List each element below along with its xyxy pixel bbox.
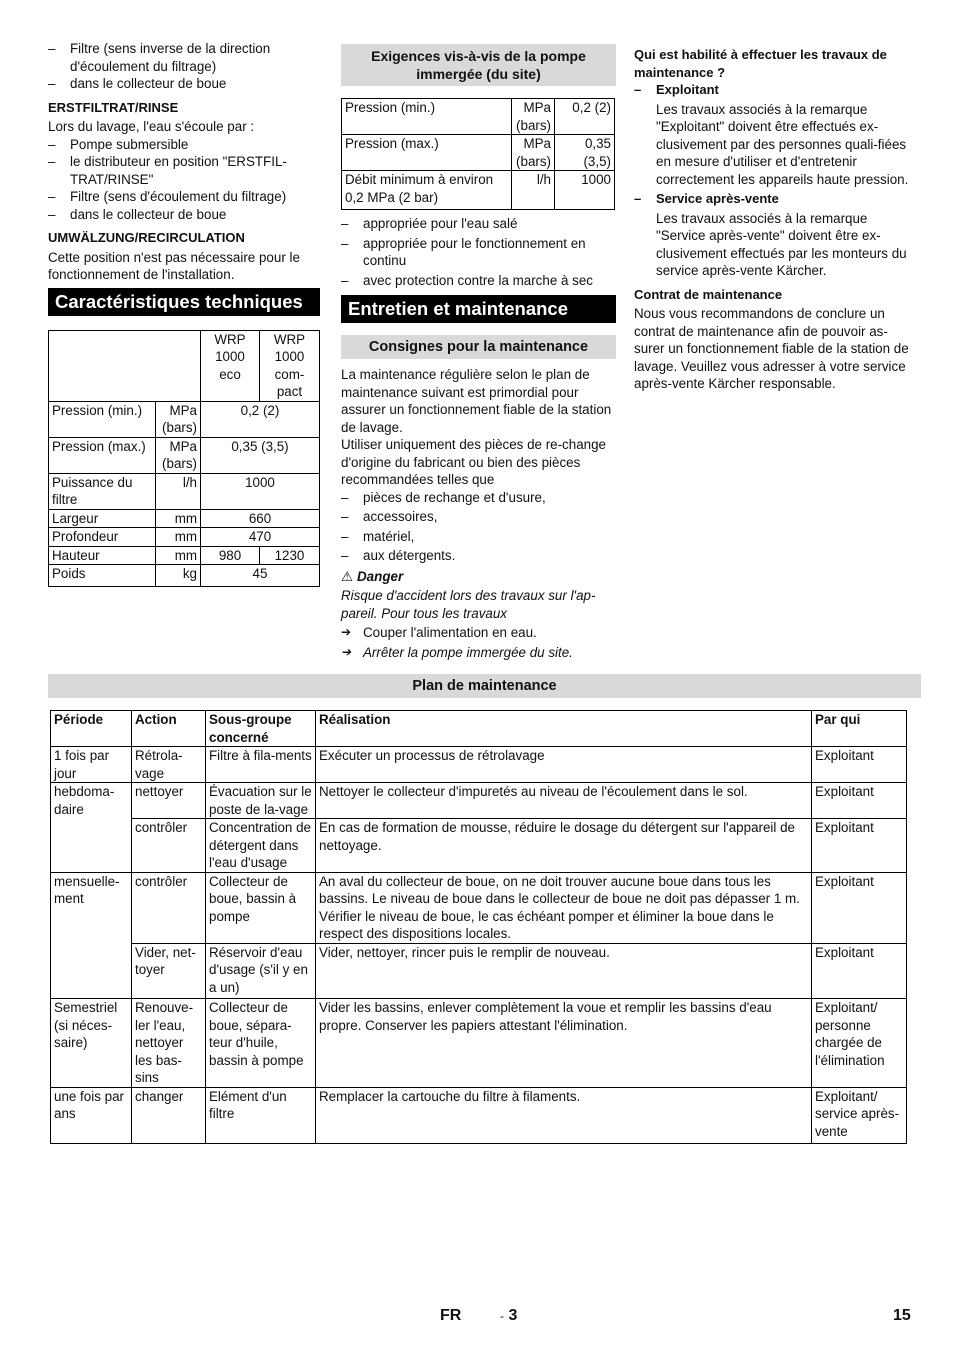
instruction: ➔ Couper l'alimentation en eau. <box>341 624 616 642</box>
footer-language: FR <box>440 1307 462 1324</box>
danger-heading: ⚠ Danger <box>341 568 404 584</box>
section-heading: Contrat de maintenance <box>634 286 783 302</box>
role-label: – Exploitant <box>634 81 910 99</box>
table-row: Vider, net-toyer Réservoir d'eau d'usage (s'il y en a un) Vider, nettoyer, rincer puis le remplir de nouveau. Exploitant <box>51 943 907 999</box>
list-item: – aux détergents. <box>341 547 616 565</box>
table-row: Pression (min.) MPa (bars) 0,2 (2) <box>49 401 320 437</box>
table-row: Profondeur mm 470 <box>49 528 320 547</box>
section-banner: Caractéristiques techniques <box>48 288 320 316</box>
section-heading: Consignes pour la maintenance <box>341 335 616 359</box>
page-number: 15 <box>893 1307 911 1324</box>
paragraph: Utiliser uniquement des pièces de re-change d'origine du fabricant ou bien des pièces recommandées telles que <box>341 437 606 487</box>
paragraph: Les travaux associés à la remarque "Service après-vente" doivent être ex-clusivement effectués par les monteurs du service après-vente Kärcher. <box>656 210 907 278</box>
list-item: – dans le collecteur de boue <box>48 206 320 224</box>
section-heading: UMWÄLZUNG/RECIRCULATION <box>48 230 245 245</box>
paragraph: Nous vous recommandons de conclure un contrat de maintenance afin de pouvoir as-surer un fonctionnement fiable de la station de lavage. Veuillez vous adresser à votre service après-vente Kärcher responsable. <box>634 306 909 391</box>
list-item: – Pompe submersible <box>48 136 320 154</box>
table-header: WRP 1000 eco <box>201 330 260 401</box>
table-row: contrôler Concentration de détergent dans l'eau d'usage En cas de formation de mousse, réduire le dosage du détergent sur l'appareil de nettoyage. Exploitant <box>51 819 907 873</box>
list-item: – matériel, <box>341 528 616 546</box>
list-item: – dans le collecteur de boue <box>48 75 320 93</box>
table-row: une fois par ans changer Elément d'un filtre Remplacer la cartouche du filtre à filaments. Exploitant/ service après-vente <box>51 1087 907 1144</box>
table-row: Pression (min.) MPa (bars) 0,2 (2) <box>342 99 615 135</box>
column-1 <box>48 40 320 587</box>
table-row: Poids kg 45 <box>49 565 320 587</box>
table-header-row: Période Action Sous-groupe concerné Réalisation Par qui <box>51 711 907 747</box>
danger-text: Risque d'accident lors des travaux sur l'ap-pareil. Pour tous les travaux <box>341 588 596 621</box>
list-item: – appropriée pour le fonctionnement en continu <box>341 235 616 270</box>
column-2 <box>341 44 616 661</box>
section-heading: ERSTFILTRAT/RINSE <box>48 99 179 115</box>
section-banner: Entretien et maintenance <box>341 295 616 323</box>
table-header: WRP 1000 com-pact <box>260 330 320 401</box>
table-row: Semestriel (si néces-saire) Renouve-ler l'eau, nettoyer les bas-sins Collecteur de boue, sépara-teur d'huile, bassin à pompe Vider les bassins, enlever complètement la voue et remplir les bassins d'eau propre. Conserver les papiers attestant l'élimination. Exploitant/ personne chargée de l'élimination <box>51 999 907 1088</box>
table-row: Puissance du filtre l/h 1000 <box>49 473 320 509</box>
pump-table <box>341 98 615 210</box>
table-row: 1 fois par jour Rétrola-vage Filtre à fila-ments Exécuter un processus de rétrolavage Exploitant <box>51 747 907 783</box>
column-3 <box>634 46 910 393</box>
list-item: – appropriée pour l'eau salé <box>341 215 616 233</box>
list-item: – pièces de rechange et d'usure, <box>341 489 616 507</box>
section-heading: Exigences vis-à-vis de la pompe immergée (du site) <box>341 44 616 86</box>
tech-table <box>48 330 320 587</box>
list-item: – accessoires, <box>341 508 616 526</box>
paragraph: Lors du lavage, l'eau s'écoule par : <box>48 119 255 134</box>
table-row: Pression (max.) MPa (bars) 0,35 (3,5) <box>342 135 615 171</box>
warning-icon: ⚠ <box>341 568 354 584</box>
role-label: – Service après-vente <box>634 190 910 208</box>
paragraph: Les travaux associés à la remarque "Exploitant" doivent être effectués ex-clusivement par des personnes quali-fiées en mesure d'utiliser et d'entretenir correctement les appareils haute pression. <box>656 101 909 187</box>
paragraph: La maintenance régulière selon le plan de maintenance suivant est primordial pour assurer un fonctionnement fiable de la station de lavage. <box>341 367 612 435</box>
list-item: – avec protection contre la marche à sec <box>341 272 616 290</box>
section-heading: Qui est habilité à effectuer les travaux de maintenance ? <box>634 47 887 80</box>
paragraph: Cette position n'est pas nécessaire pour le fonctionnement de l'installation. <box>48 249 300 282</box>
table-row: Débit minimum à environ 0,2 MPa (2 bar) l/h 1000 <box>342 171 615 210</box>
list-item: – Filtre (sens d'écoulement du filtrage) <box>48 188 320 206</box>
list-item: – le distributeur en position "ERSTFIL-TRAT/RINSE" <box>48 153 320 188</box>
list-item: – Filtre (sens inverse de la direction d'écoulement du filtrage) <box>48 40 320 75</box>
table-row: Hauteur mm 980 1230 <box>49 546 320 565</box>
instruction: ➔ Arrêter la pompe immergée du site. <box>341 644 616 662</box>
table-row: Largeur mm 660 <box>49 509 320 528</box>
table-row: Pression (max.) MPa (bars) 0,35 (3,5) <box>49 437 320 473</box>
maintenance-plan-table <box>50 710 907 1144</box>
footer-page-ref: - 3 <box>500 1307 518 1324</box>
table-row: hebdoma-daire nettoyer Évacuation sur le poste de la-vage Nettoyer le collecteur d'impuretés au niveau de l'écoulement dans le sol. Exploitant <box>51 783 907 819</box>
table-row: mensuelle-ment contrôler Collecteur de boue, bassin à pompe An aval du collecteur de boue, on ne doit trouver aucune boue dans tous les bassins. Le niveau de boue dans le collecteur de boue ne doit pas dépasser 1 m. Vérifier le niveau de boue, le cas échéant pomper et éliminer la boue dans le respect des dispositions locales. Exploitant <box>51 872 907 943</box>
plan-title: Plan de maintenance <box>48 674 921 698</box>
